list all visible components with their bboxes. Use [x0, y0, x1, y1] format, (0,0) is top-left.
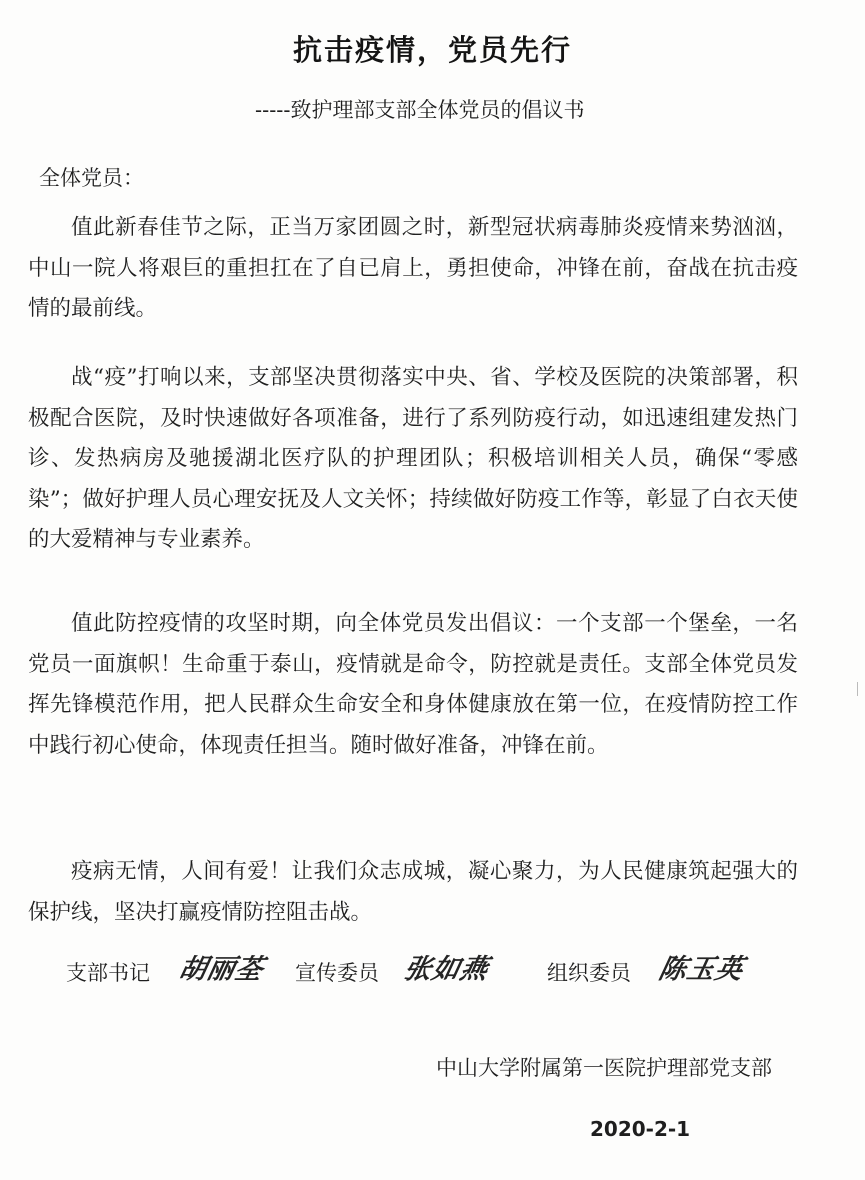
signature-row [0, 945, 865, 1005]
document-date: 2020-2-1 [590, 1117, 691, 1141]
signature-role-organization: 组织委员 [547, 961, 631, 985]
paragraph-3: 值此防控疫情的攻坚时期，向全体党员发出倡议：一个支部一个堡垒，一名党员一面旗帜！生命重于泰山，疫情就是命令，防控就是责任。支部全体党员发挥先锋模范作用，把人民群众生命安全和身体健康放在第一位，在疫情防控工作中践行初心使命，体现责任担当。随时做好准备，冲锋在前。 [28, 611, 798, 758]
scan-edge-mark [857, 682, 862, 696]
signature-organization-handwritten: 陈玉英 [656, 954, 747, 985]
paragraph-2: 战“疫”打响以来，支部坚决贯彻落实中央、省、学校及医院的决策部署，积极配合医院，及时快速做好各项准备，进行了系列防疫行动，如迅速组建发热门诊、发热病房及驰援湖北医疗队的护理团队；积极培训相关人员，确保“零感染”；做好护理人员心理安抚及人文关怀；持续做好防疫工作等，彰显了白衣天使的大爱精神与专业素养。 [28, 365, 798, 552]
signature-role-publicity: 宣传委员 [295, 961, 379, 985]
organization-name: 中山大学附属第一医院护理部党支部 [436, 1056, 772, 1080]
signature-secretary-handwritten: 胡丽荃 [176, 954, 267, 985]
paragraph-4: 疫病无情，人间有爱！让我们众志成城，凝心聚力，为人民健康筑起强大的保护线，坚决打赢疫情防控阻击战。 [28, 859, 798, 925]
signature-role-secretary: 支部书记 [66, 961, 150, 985]
paragraph-1: 值此新春佳节之际，正当万家团圆之时，新型冠状病毒肺炎疫情来势汹汹，中山一院人将艰巨的重担扛在了自已肩上，勇担使命，冲锋在前，奋战在抗击疫情的最前线。 [28, 215, 798, 321]
signature-publicity-handwritten: 张如燕 [401, 954, 492, 985]
salutation: 全体党员： [39, 166, 144, 190]
document-subtitle: -----致护理部支部全体党员的倡议书 [255, 98, 585, 122]
document-title: 抗击疫情，党员先行 [292, 33, 572, 67]
